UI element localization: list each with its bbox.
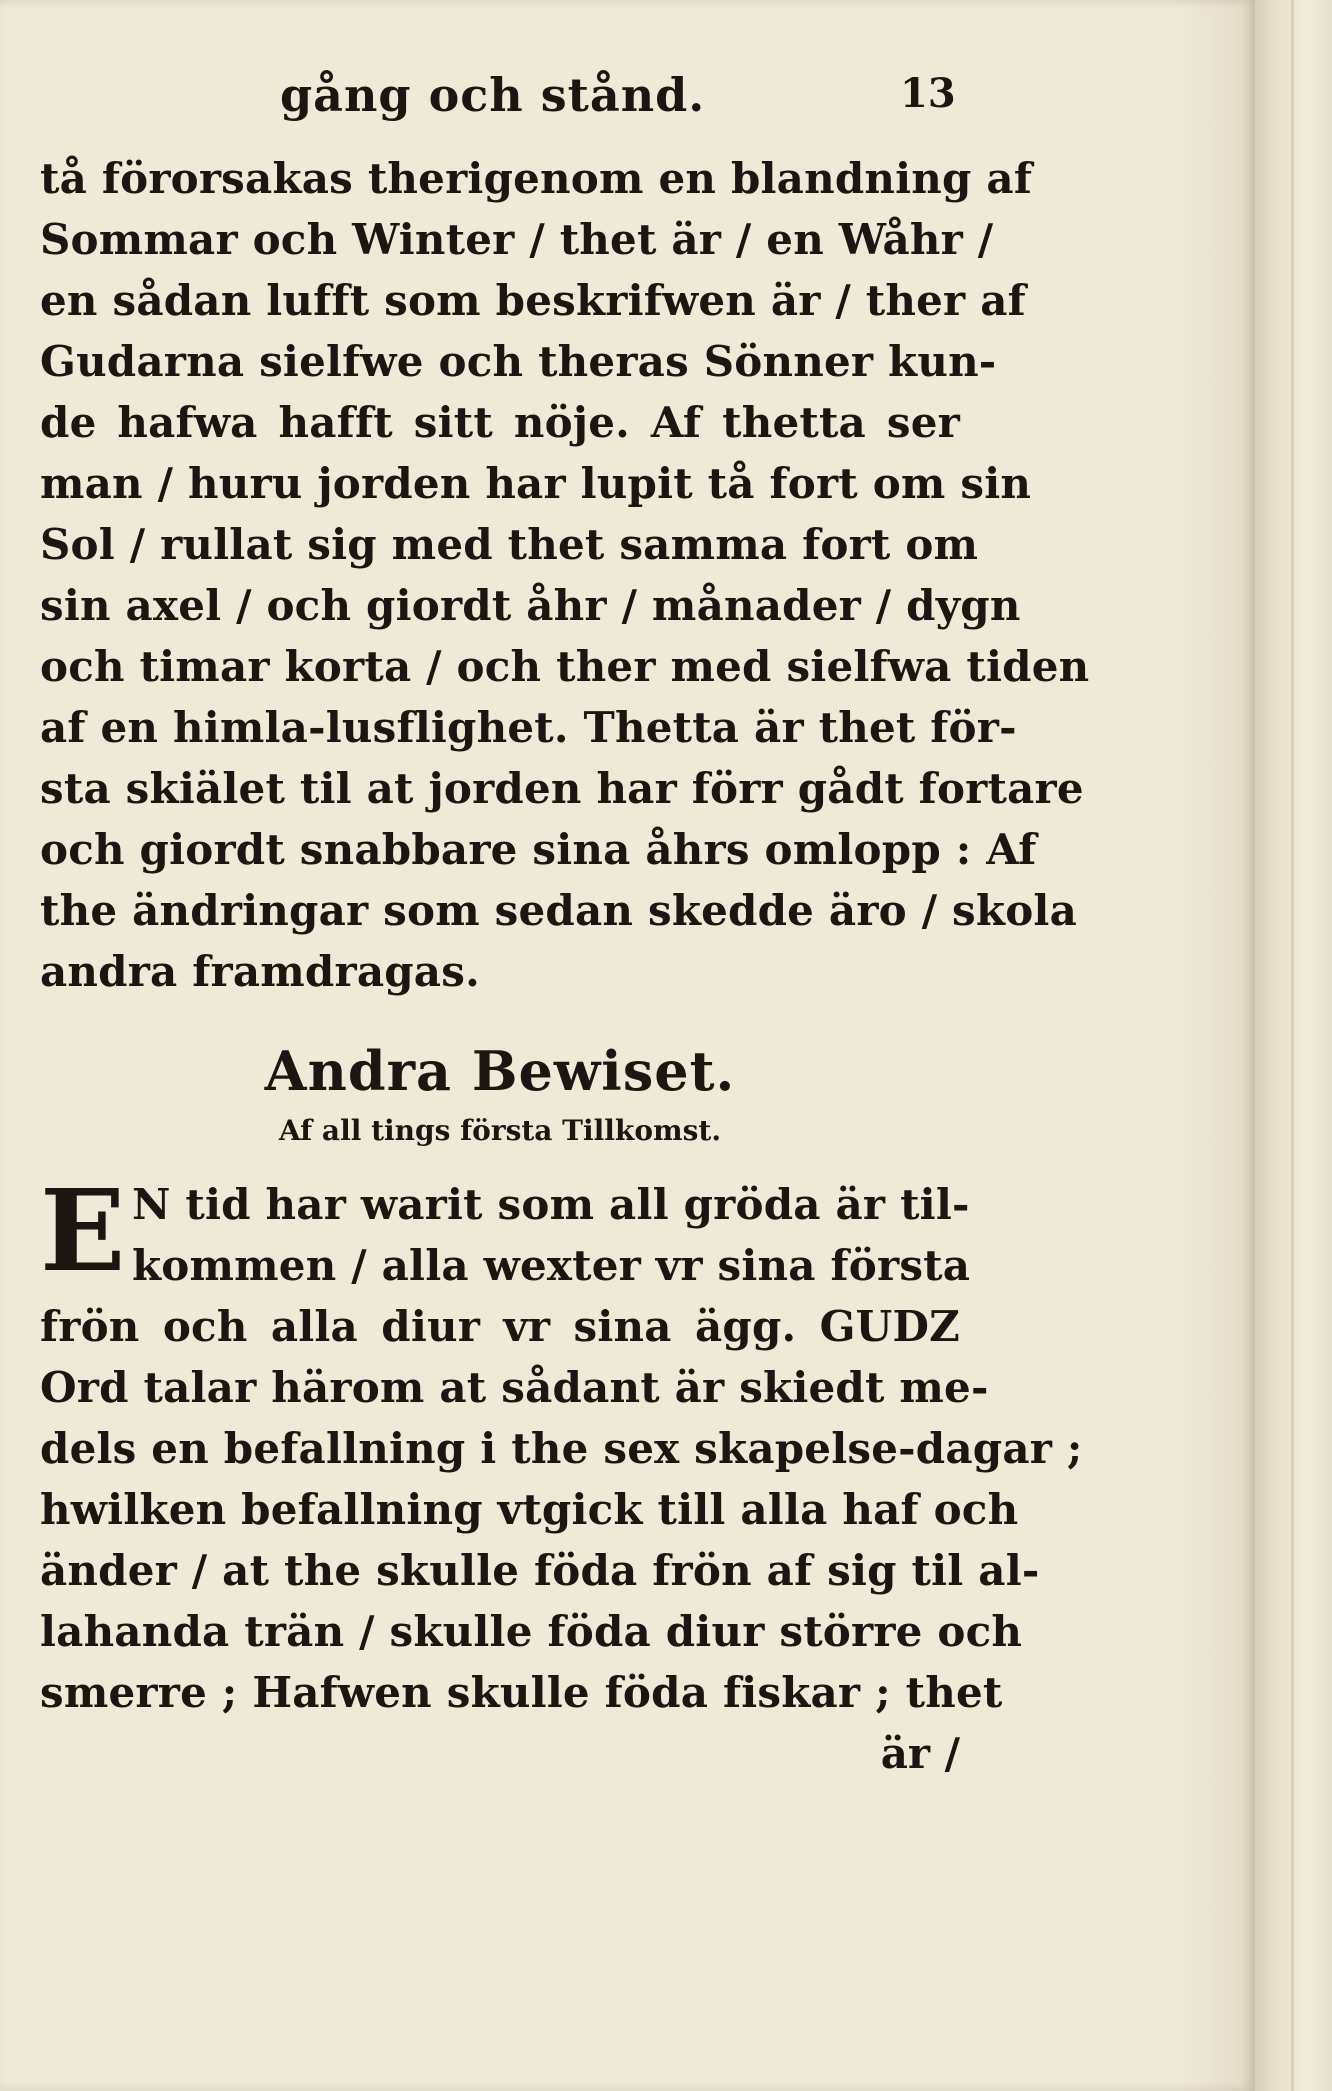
text-line: en sådan lufft som beskrifwen är / ther af xyxy=(40,276,1026,325)
text-line: hwilken befallning vtgick till alla haf och xyxy=(40,1485,1019,1534)
text-line: och giordt snabbare sina åhrs omlopp : Af xyxy=(40,825,1037,874)
text-line: sin axel / och giordt åhr / månader / dygn xyxy=(40,581,1021,630)
text-line: sta skiälet til at jorden har förr gådt fortare xyxy=(40,764,1084,813)
text-line: Sol / rullat sig med thet samma fort om xyxy=(40,520,979,569)
text-line: frön och alla diur vr sina ägg. GUDZ xyxy=(40,1302,960,1351)
running-title: gång och stånd. xyxy=(280,68,706,122)
catchword: är / xyxy=(880,1729,960,1778)
text-block xyxy=(40,60,1090,1784)
text-line: andra framdragas. xyxy=(40,947,480,996)
text-line: Ord talar härom at sådant är skiedt me- xyxy=(40,1363,989,1412)
text-line: N tid har warit som all gröda är til- xyxy=(132,1180,970,1229)
page-number: 13 xyxy=(900,70,956,117)
text-line: smerre ; Hafwen skulle föda fiskar ; thet xyxy=(40,1668,1003,1717)
text-line: Gudarna sielfwe och theras Sönner kun- xyxy=(40,337,997,386)
text-line: af en himla-lusflighet. Thetta är thet för- xyxy=(40,703,1017,752)
text-line: änder / at the skulle föda frön af sig til al- xyxy=(40,1546,1040,1595)
text-line: Sommar och Winter / thet är / en Wåhr / xyxy=(40,215,994,264)
gutter-shadow xyxy=(1180,0,1255,2091)
text-line: lahanda trän / skulle föda diur större och xyxy=(40,1607,1023,1656)
page-edge xyxy=(1255,0,1332,2091)
section-subheading: Af all tings första Tillkomst. xyxy=(278,1114,722,1147)
drop-cap: E xyxy=(40,1166,126,1297)
text-line: man / huru jorden har lupit tå fort om sin xyxy=(40,459,1032,508)
text-line: dels en befallning i the sex skapelse-dagar ; xyxy=(40,1424,1083,1473)
text-line: kommen / alla wexter vr sina första xyxy=(132,1241,971,1290)
text-line: och timar korta / och ther med sielfwa tiden xyxy=(40,642,1090,691)
paragraph-1 xyxy=(40,148,1090,1002)
text-line: de hafwa hafft sitt nöje. Af thetta ser xyxy=(40,398,960,447)
text-line: the ändringar som sedan skedde äro / skola xyxy=(40,886,1077,935)
page-header xyxy=(40,60,960,140)
paragraph-2 xyxy=(40,1166,1083,1784)
section-heading: Andra Bewiset. xyxy=(264,1039,736,1103)
text-line: tå förorsakas therigenom en blandning af xyxy=(40,154,1033,203)
